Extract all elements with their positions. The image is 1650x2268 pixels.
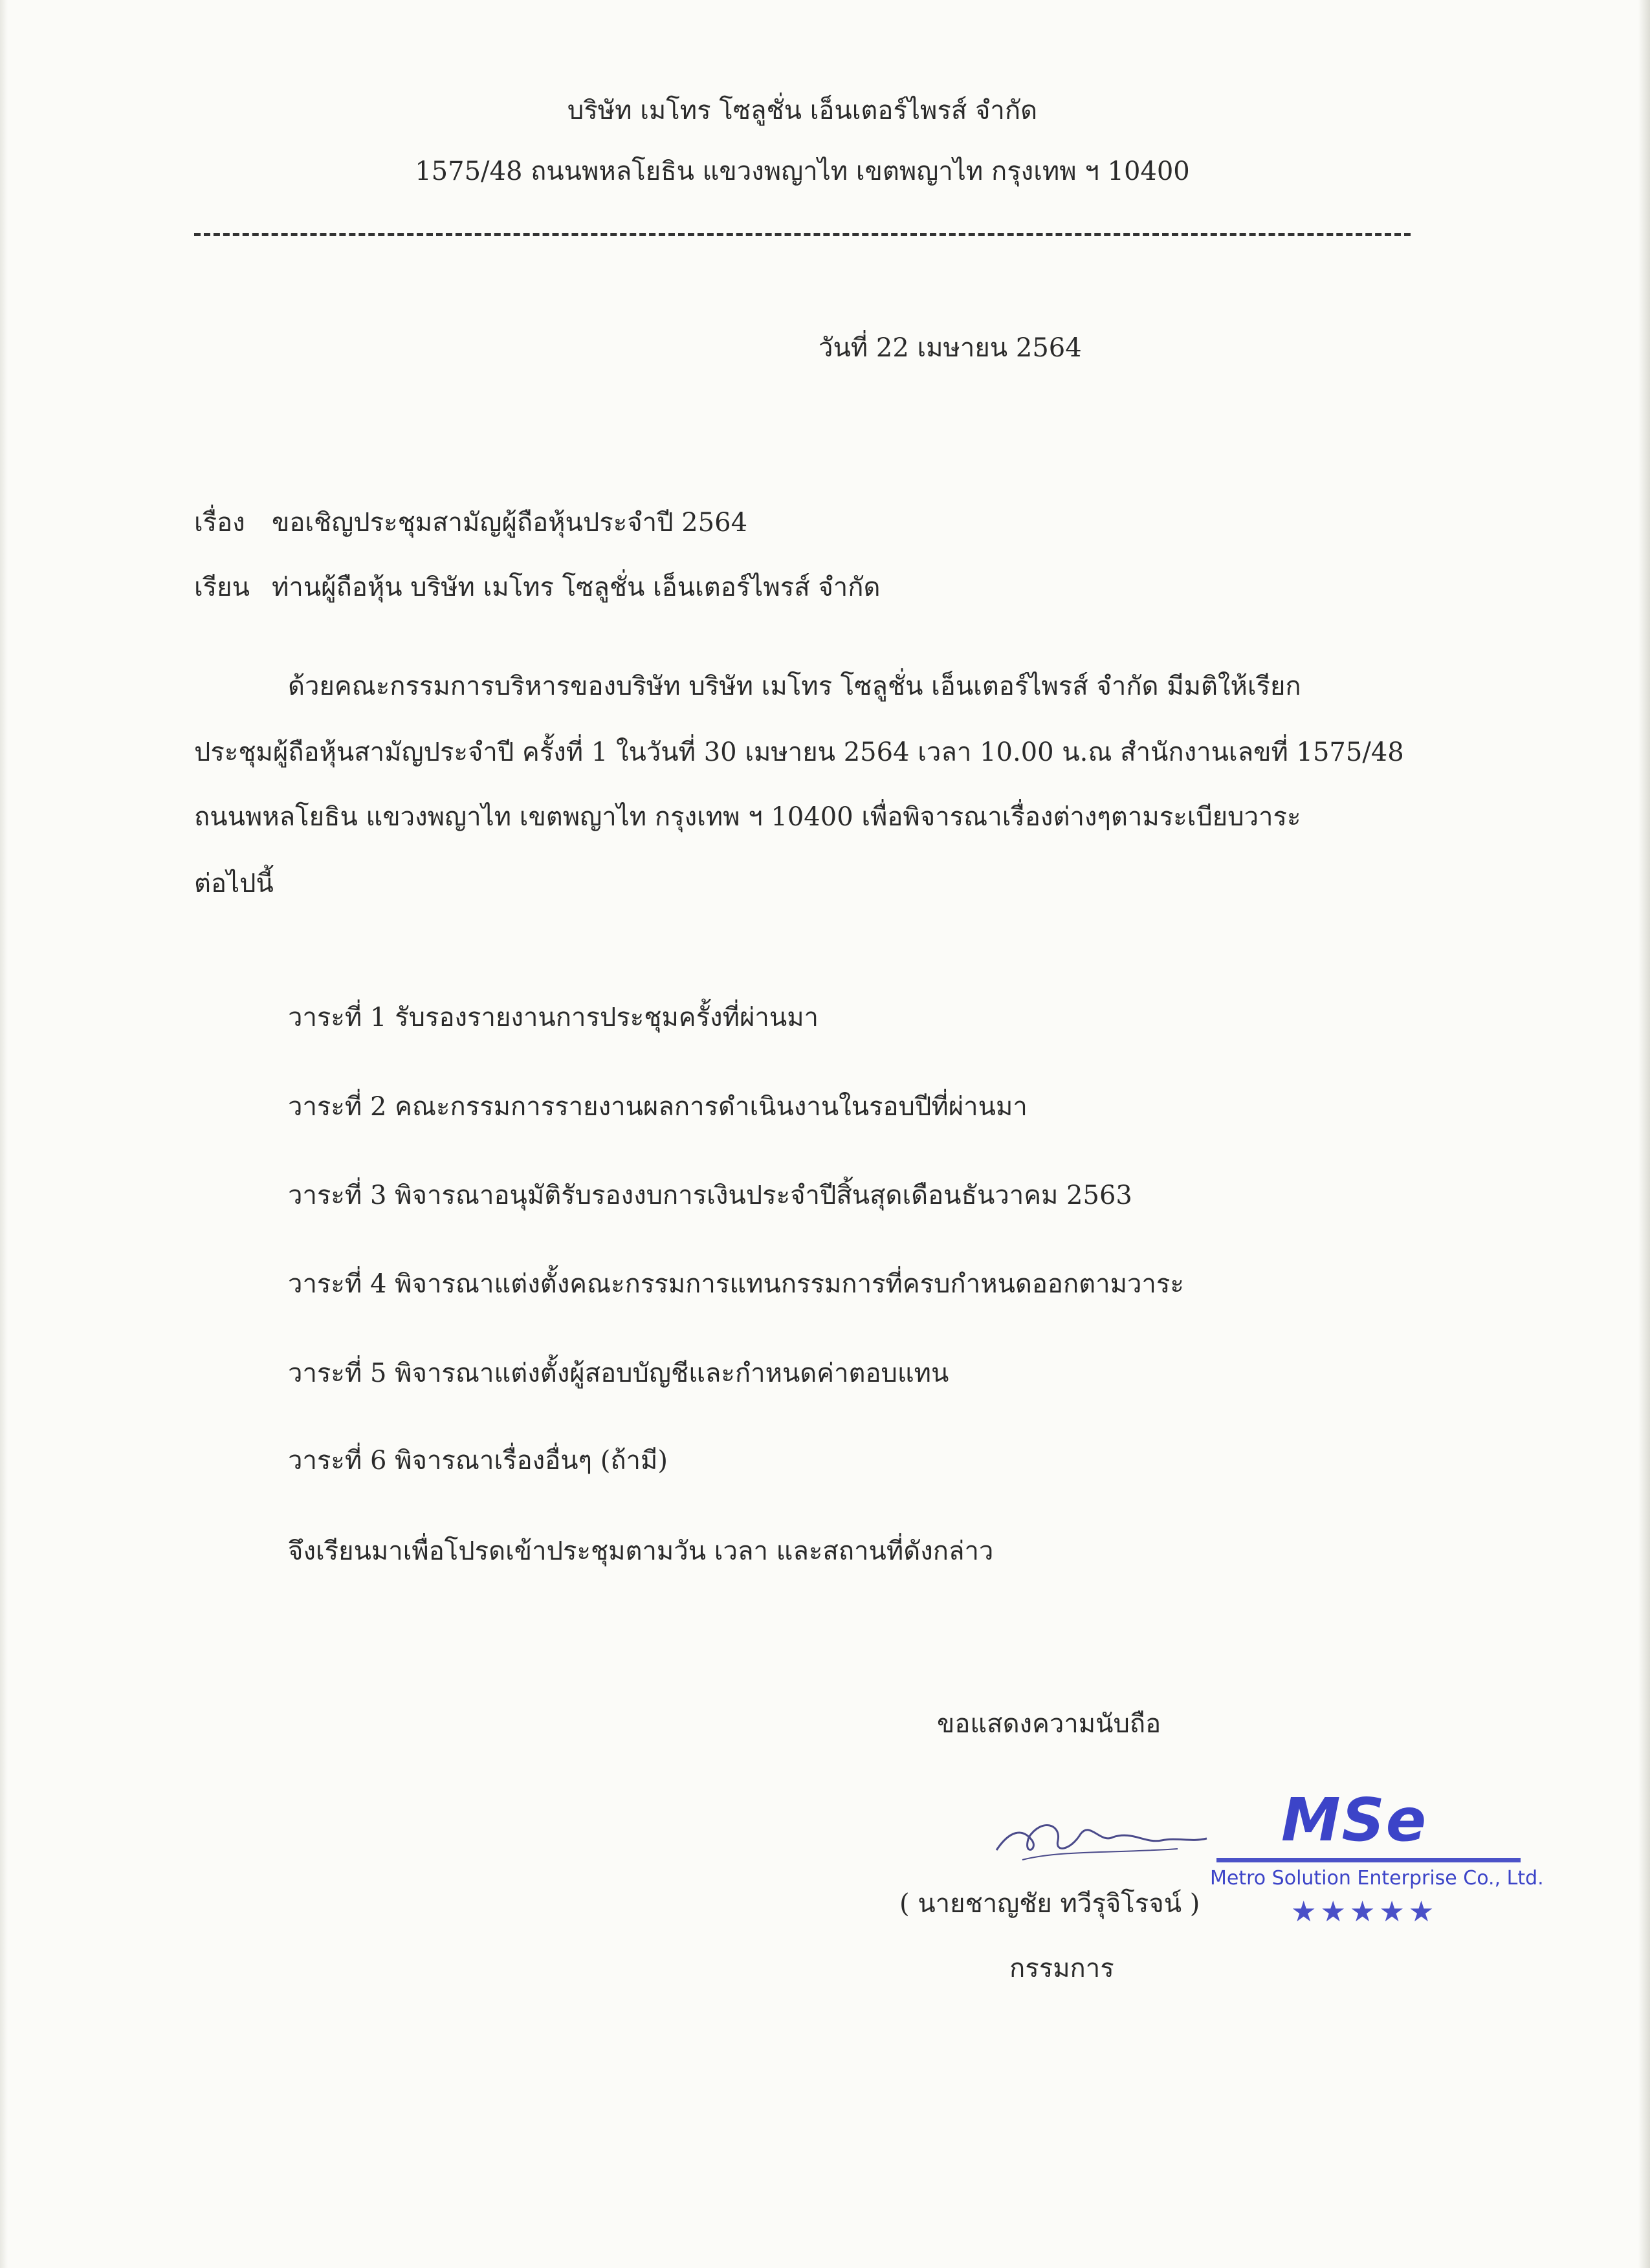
stamp-logo: MSe	[1281, 1785, 1428, 1855]
subject-label: เรื่อง	[194, 508, 245, 538]
recipient-text: ท่านผู้ถือหุ้น บริษัท เมโทร โซลูชั่น เอ็นเตอร์ไพรส์ จำกัด	[272, 572, 881, 602]
company-name: บริษัท เมโทร โซลูชั่น เอ็นเตอร์ไพรส์ จำกัด	[567, 96, 1038, 125]
paper-edge-left	[0, 0, 8, 2268]
agenda-item: วาระที่ 6 พิจารณาเรื่องอื่นๆ (ถ้ามี)	[288, 1446, 668, 1476]
letter-date: วันที่ 22 เมษายน 2564	[819, 333, 1082, 363]
signer-name: ( นายชาญชัย ทวีรุจิโรจน์ )	[899, 1889, 1200, 1919]
stamp-underline	[1216, 1858, 1521, 1862]
agenda-item: วาระที่ 3 พิจารณาอนุมัติรับรองงบการเงินประจำปีสิ้นสุดเดือนธันวาคม 2563	[288, 1181, 1132, 1210]
body-paragraph-line: ถนนพหลโยธิน แขวงพญาไท เขตพญาไท กรุงเทพ ฯ 10400 เพื่อพิจารณาเรื่องต่างๆตามระเบียบวาระ	[194, 802, 1301, 832]
agenda-item: วาระที่ 2 คณะกรรมการรายงานผลการดำเนินงานในรอบปีที่ผ่านมา	[288, 1092, 1028, 1122]
header-divider	[194, 233, 1411, 236]
agenda-item: วาระที่ 1 รับรองรายงานการประชุมครั้งที่ผ่านมา	[288, 1003, 819, 1032]
company-address: 1575/48 ถนนพหลโยธิน แขวงพญาไท เขตพญาไท กรุงเทพ ฯ 10400	[415, 157, 1190, 186]
recipient-label: เรียน	[194, 572, 250, 602]
agenda-item: วาระที่ 5 พิจารณาแต่งตั้งผู้สอบบัญชีและกำหนดค่าตอบแทน	[288, 1358, 949, 1388]
subject-text: ขอเชิญประชุมสามัญผู้ถือหุ้นประจำปี 2564	[272, 508, 748, 538]
agenda-item: วาระที่ 4 พิจารณาแต่งตั้งคณะกรรมการแทนกรรมการที่ครบกำหนดออกตามวาระ	[288, 1269, 1184, 1299]
body-paragraph-line: ด้วยคณะกรรมการบริหารของบริษัท บริษัท เมโทร โซลูชั่น เอ็นเตอร์ไพรส์ จำกัด มีมติให้เรียก	[288, 671, 1301, 701]
regards-line: ขอแสดงความนับถือ	[937, 1709, 1161, 1739]
company-stamp	[1204, 1785, 1544, 1941]
signer-title: กรรมการ	[1009, 1954, 1114, 1983]
body-paragraph-line: ต่อไปนี้	[194, 869, 274, 899]
stamp-company-name: Metro Solution Enterprise Co., Ltd.	[1210, 1867, 1544, 1890]
paper-edge-right	[1638, 0, 1650, 2268]
body-paragraph-line: ประชุมผู้ถือหุ้นสามัญประจำปี ครั้งที่ 1 ในวันที่ 30 เมษายน 2564 เวลา 10.00 น.ณ สำนักงานเลขที่ 1575/48	[194, 737, 1404, 767]
closing-sentence: จึงเรียนมาเพื่อโปรดเข้าประชุมตามวัน เวลา และสถานที่ดังกล่าว	[288, 1536, 994, 1566]
stamp-stars-icon: ★★★★★	[1291, 1895, 1438, 1928]
